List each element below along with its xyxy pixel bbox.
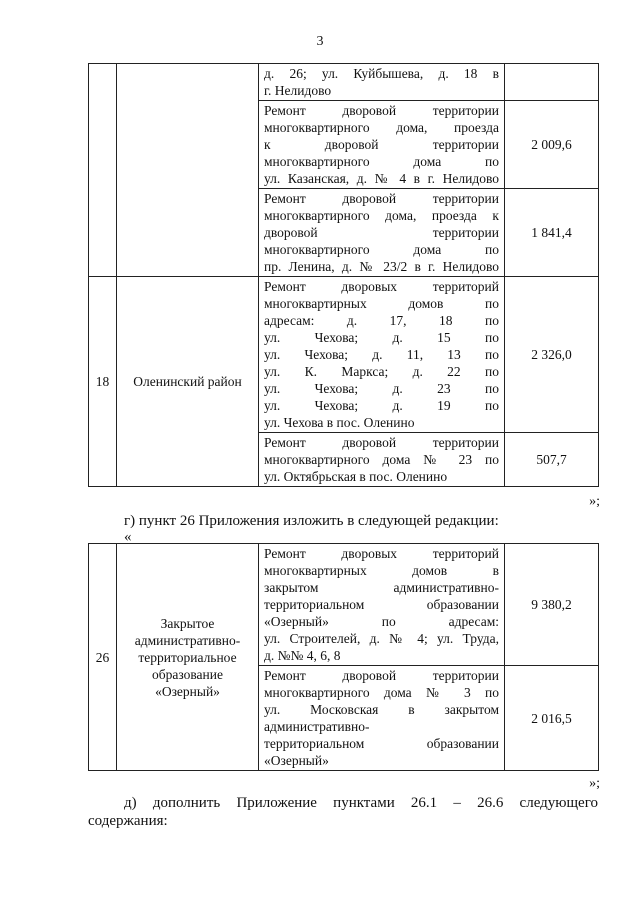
work-description (259, 433, 505, 487)
text-line: «Озерный» по адресам: (264, 614, 499, 629)
opening-quote: « (124, 529, 132, 545)
text-line: дворовой территории (264, 225, 499, 240)
text-line: ул. Чехова в пос. Оленино (264, 415, 415, 430)
text-line: многоквартирных домов по (264, 296, 499, 311)
row-number: 18 (89, 277, 117, 487)
text-line: Ремонт дворовой территории (264, 668, 499, 683)
paragraph-d-continuation: содержания: (88, 813, 168, 829)
district-name (117, 64, 259, 277)
text-line: ул. Чехова; д. 15 по (264, 330, 499, 345)
text-line: к дворовой территории (264, 137, 499, 152)
text-line: многоквартирного дома № 3 по (264, 685, 499, 700)
row-number (89, 64, 117, 277)
text-line: территориальном образовании (264, 597, 499, 612)
amount-cell (505, 64, 599, 101)
text-line: ул. Строителей, д. № 4; ул. Труда, (264, 631, 499, 646)
row-number: 26 (89, 544, 117, 771)
text-line: административно- (264, 719, 370, 734)
text-line: ул. Чехова; д. 19 по (264, 398, 499, 413)
amount-cell: 2 326,0 (505, 277, 599, 433)
text-line: ул. Чехова; д. 11, 13 по (264, 347, 499, 362)
text-line: «Озерный» (155, 683, 220, 699)
amount-cell: 1 841,4 (505, 189, 599, 277)
text-line: д. №№ 4, 6, 8 (264, 648, 341, 663)
text-line: Ремонт дворовых территорий (264, 279, 499, 294)
text-line: д. 26; ул. Куйбышева, д. 18 в (264, 66, 499, 81)
work-description (259, 666, 505, 771)
work-description (259, 277, 505, 433)
text-line: закрытом административно- (264, 580, 499, 595)
amount-cell: 507,7 (505, 433, 599, 487)
text-line: Закрытое (160, 615, 215, 631)
table-row (89, 64, 599, 101)
text-line: образование (152, 666, 223, 682)
text-line: административно- (134, 632, 241, 648)
work-description (259, 64, 505, 101)
text-line: территориальное (138, 649, 237, 665)
text-line: Ремонт дворовой территории (264, 435, 499, 450)
closing-quote: »; (589, 776, 600, 791)
text-line: многоквартирного дома № 23 по (264, 452, 499, 467)
amount-cell: 9 380,2 (505, 544, 599, 666)
table-row (89, 277, 599, 433)
paragraph-g: г) пункт 26 Приложения изложить в следующей редакции: (124, 513, 499, 529)
amount-cell: 2 016,5 (505, 666, 599, 771)
text-line: Ремонт дворовых территорий (264, 546, 499, 561)
text-line: территориальном образовании (264, 736, 499, 751)
subsidy-table-part-2 (88, 543, 599, 771)
text-line: многоквартирного дома, проезда к (264, 208, 499, 223)
closing-quote: »; (589, 494, 600, 509)
text-line: пр. Ленина, д. № 23/2 в г. Нелидово (264, 259, 499, 274)
text-line: Ремонт дворовой территории (264, 191, 499, 206)
table-row (89, 544, 599, 666)
subsidy-table-part-1 (88, 63, 599, 487)
text-line: ул. Казанская, д. № 4 в г. Нелидово (264, 171, 499, 186)
text-line: ул. Октябрьская в пос. Оленино (264, 469, 448, 484)
work-description (259, 544, 505, 666)
text-line: «Озерный» (264, 753, 329, 768)
text-line: ул. Московская в закрытом (264, 702, 499, 717)
text-line: Ремонт дворовой территории (264, 103, 499, 118)
work-description (259, 189, 505, 277)
text-line: ул. Чехова; д. 23 по (264, 381, 499, 396)
text-line: ул. К. Маркса; д. 22 по (264, 364, 499, 379)
amount-cell: 2 009,6 (505, 101, 599, 189)
paragraph-d: д) дополнить Приложение пунктами 26.1 – 26.6 следующего (124, 795, 598, 811)
text-line: адресам: д. 17, 18 по (264, 313, 499, 328)
work-description (259, 101, 505, 189)
district-name (117, 544, 259, 771)
text-line: многоквартирного дома по (264, 154, 499, 169)
text-line: многоквартирного дома, проезда (264, 120, 499, 135)
text-line: многоквартирного дома по (264, 242, 499, 257)
text-line: многоквартирных домов в (264, 563, 499, 578)
page-number: 3 (316, 34, 324, 49)
text-line: г. Нелидово (264, 83, 332, 98)
district-name: Оленинский район (117, 277, 259, 487)
